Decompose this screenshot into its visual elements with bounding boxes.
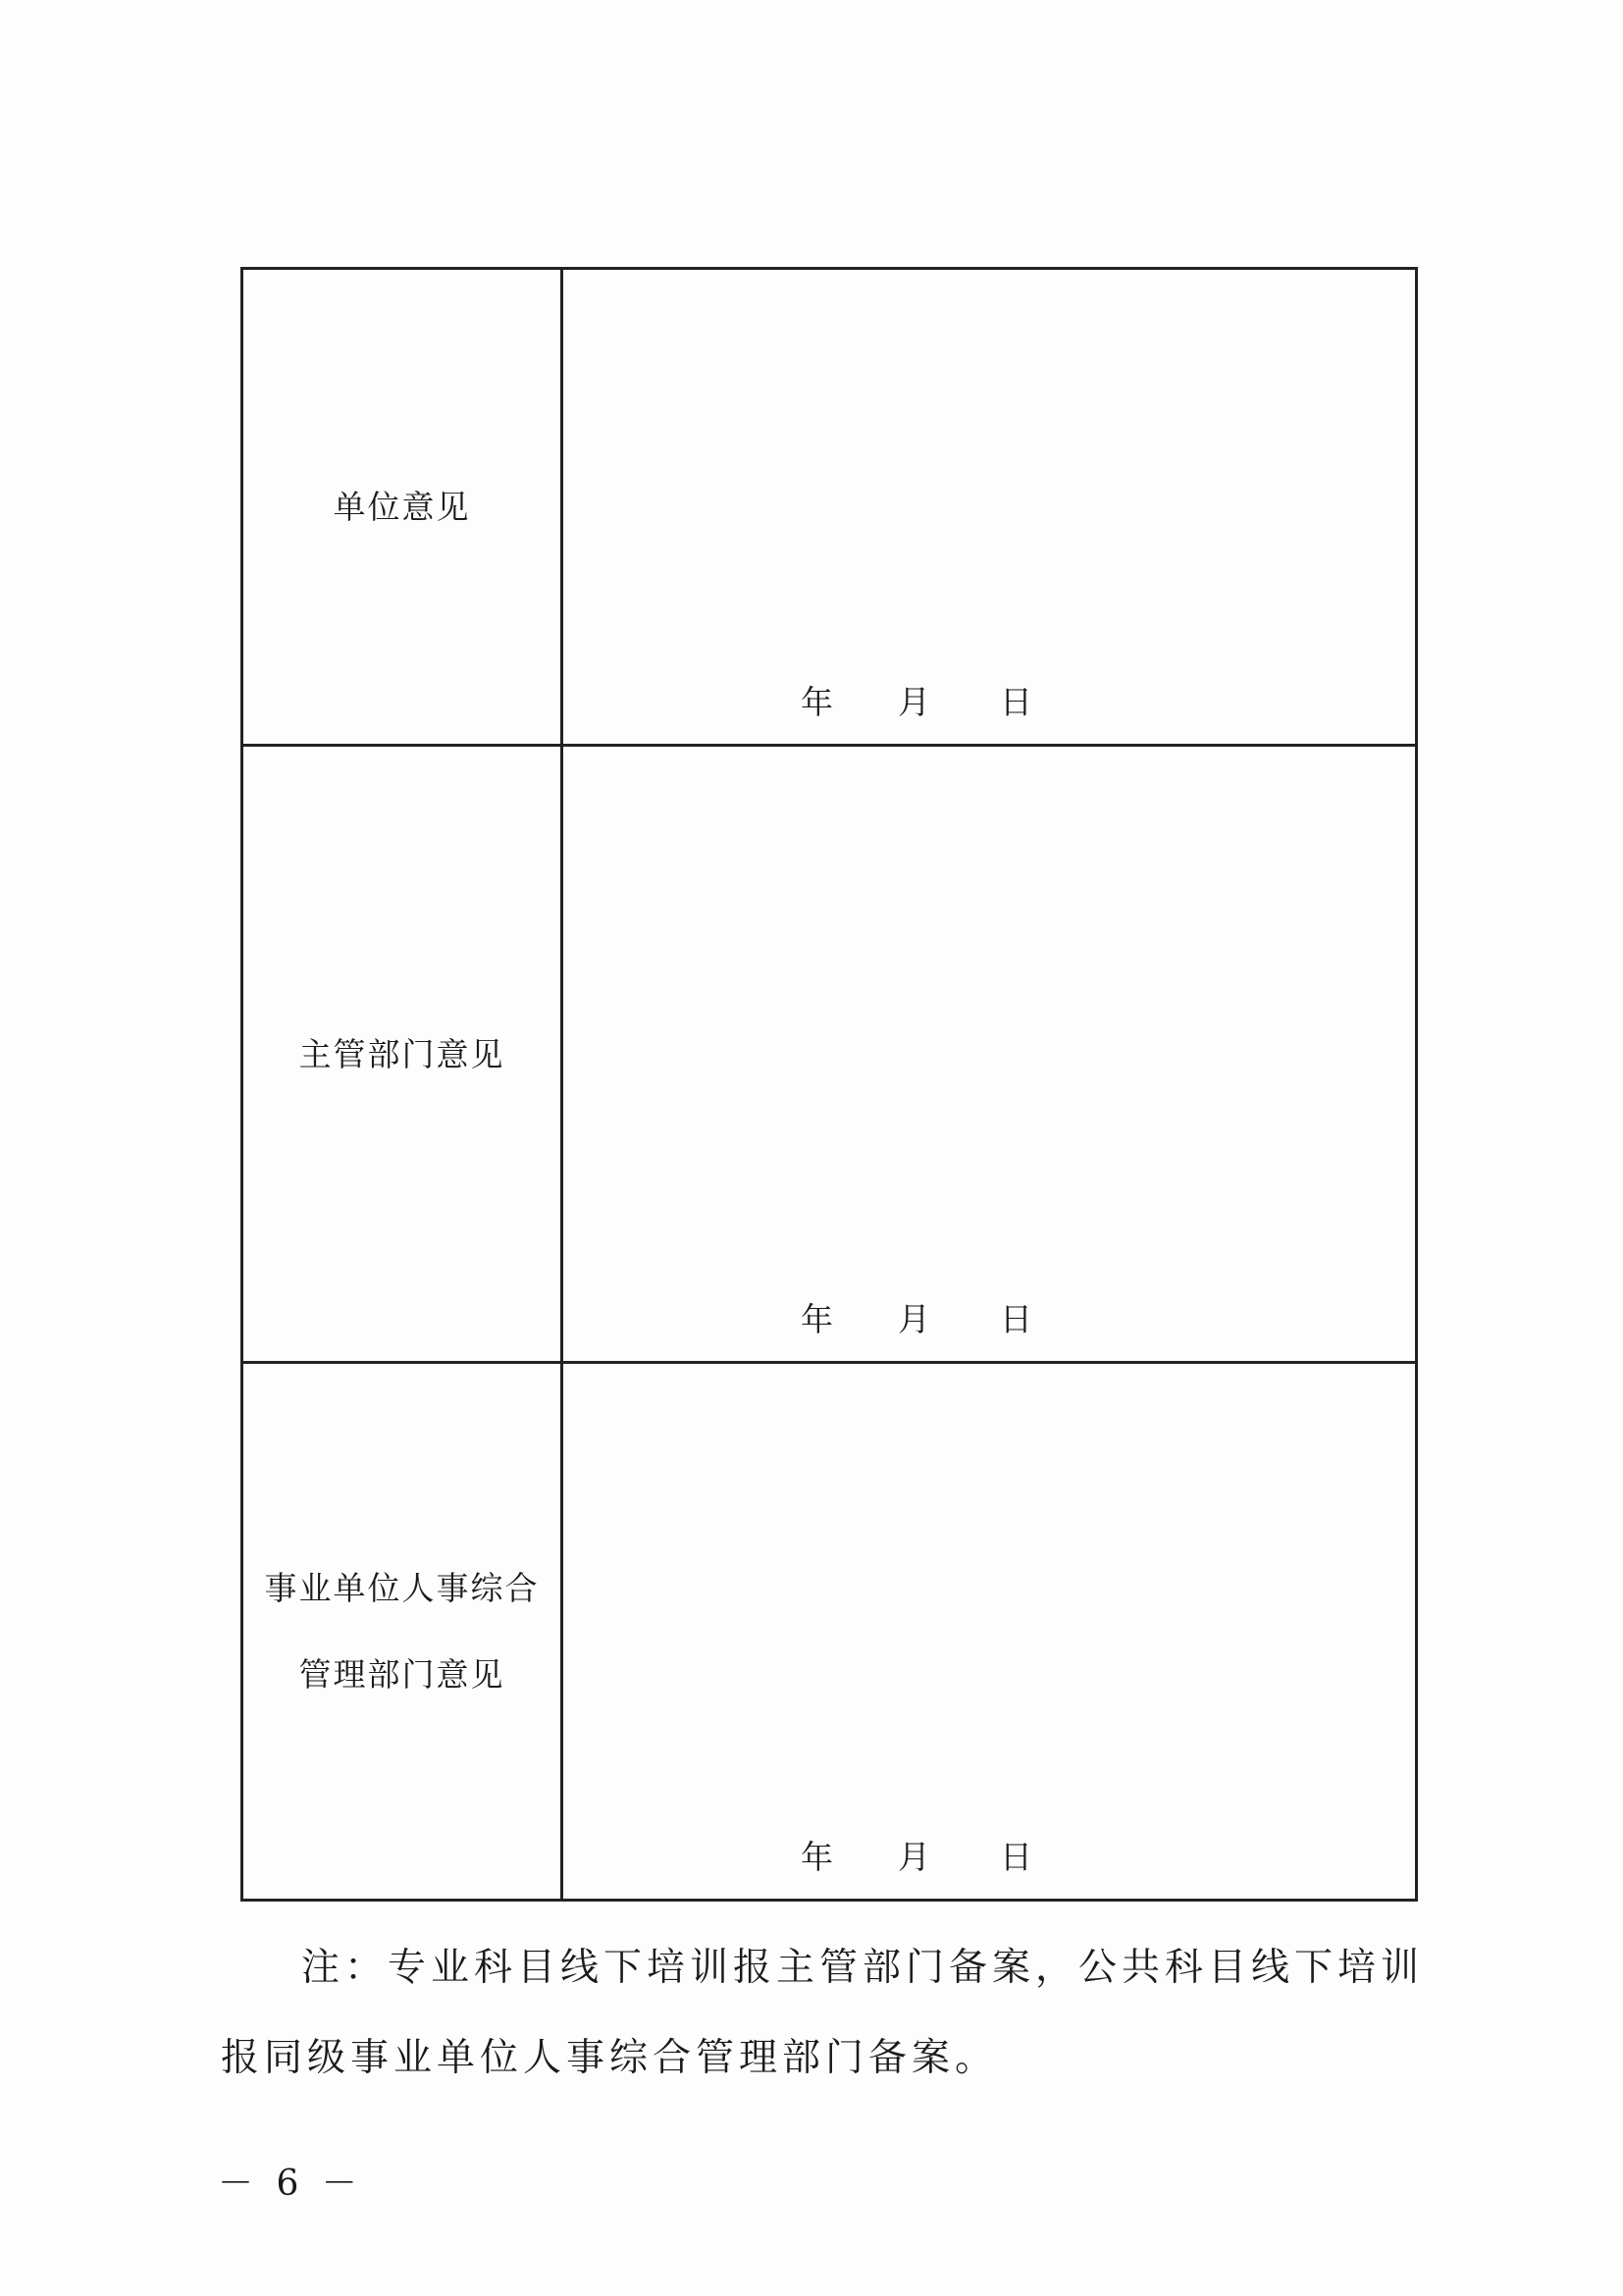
date-month-label: 月 bbox=[898, 1838, 930, 1876]
date-month-label: 月 bbox=[898, 683, 930, 721]
row-label-personnel-line1: 事业单位人事综合 bbox=[264, 1568, 540, 1607]
label-cell bbox=[242, 1363, 562, 1901]
page-number: － 6 － bbox=[218, 2164, 363, 2204]
date-line bbox=[563, 1294, 1415, 1338]
opinion-field-personnel[interactable] bbox=[562, 1363, 1417, 1901]
table-row-unit-opinion bbox=[242, 269, 1417, 746]
footnote bbox=[221, 1923, 1438, 2104]
date-month-label: 月 bbox=[898, 1300, 930, 1338]
opinion-field-department[interactable] bbox=[562, 746, 1417, 1363]
row-label-personnel-line2: 管理部门意见 bbox=[298, 1654, 505, 1694]
date-line bbox=[563, 1832, 1415, 1876]
row-label-unit-opinion: 单位意见 bbox=[333, 488, 471, 526]
table-row-personnel-opinion bbox=[242, 1363, 1417, 1901]
date-line bbox=[563, 677, 1415, 721]
label-cell bbox=[242, 269, 562, 746]
label-cell bbox=[242, 746, 562, 1363]
date-day-label: 日 bbox=[1000, 1838, 1032, 1876]
table-row-department-opinion bbox=[242, 746, 1417, 1363]
date-day-label: 日 bbox=[1000, 1300, 1032, 1338]
approval-form-table bbox=[240, 267, 1418, 1902]
date-year-label: 年 bbox=[801, 1838, 833, 1876]
date-year-label: 年 bbox=[801, 683, 833, 721]
footnote-line-1: 注：专业科目线下培训报主管部门备案，公共科目线下培训 bbox=[301, 1946, 1425, 1990]
date-day-label: 日 bbox=[1000, 683, 1032, 721]
row-label-department-opinion: 主管部门意见 bbox=[298, 1034, 505, 1073]
date-year-label: 年 bbox=[801, 1300, 833, 1338]
footnote-line-2: 报同级事业单位人事综合管理部门备案。 bbox=[221, 2036, 999, 2080]
opinion-field-unit[interactable] bbox=[562, 269, 1417, 746]
